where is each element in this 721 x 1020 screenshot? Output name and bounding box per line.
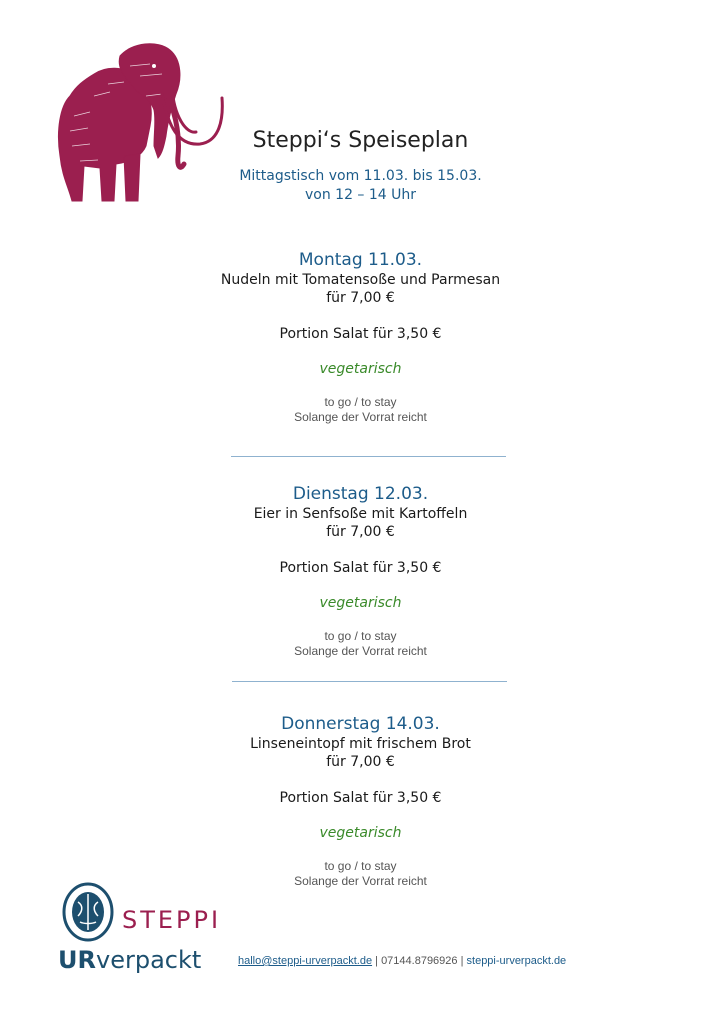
stock-note: Solange der Vorrat reicht — [294, 410, 427, 424]
dish-price: für 7,00 € — [326, 524, 395, 540]
togo-note: to go / to stay — [324, 629, 397, 643]
menu-day-thursday — [0, 713, 721, 889]
footer-contact — [238, 955, 566, 967]
phone-number: 07144.8796926 — [381, 955, 458, 967]
divider — [232, 681, 507, 682]
mammoth-illustration — [50, 36, 230, 211]
subtitle-hours: von 12 – 14 Uhr — [304, 187, 417, 203]
dish-name: Nudeln mit Tomatensoße und Parmesan — [220, 272, 501, 288]
divider — [231, 456, 506, 457]
vegetarian-label: vegetarisch — [319, 825, 402, 841]
service-note — [0, 629, 721, 659]
vegetarian-label: vegetarisch — [319, 361, 402, 377]
salad-price: Portion Salat für 3,50 € — [279, 790, 442, 806]
logo-ur-text: UR — [58, 946, 96, 974]
stock-note: Solange der Vorrat reicht — [294, 644, 427, 658]
day-heading: Montag 11.03. — [298, 250, 423, 270]
email-link[interactable]: hallo@steppi-urverpackt.de — [238, 955, 373, 967]
salad-price: Portion Salat für 3,50 € — [279, 560, 442, 576]
togo-note: to go / to stay — [324, 395, 397, 409]
day-heading: Donnerstag 14.03. — [281, 714, 440, 734]
togo-note: to go / to stay — [324, 859, 397, 873]
dish-price: für 7,00 € — [326, 754, 395, 770]
dish-name: Linseneintopf mit frischem Brot — [250, 736, 471, 752]
page-title: Steppi‘s Speiseplan — [252, 128, 469, 153]
day-heading: Dienstag 12.03. — [292, 484, 429, 504]
menu-day-monday — [0, 249, 721, 425]
logo-verpackt-text: verpackt — [96, 946, 202, 974]
salad-price: Portion Salat für 3,50 € — [279, 326, 442, 342]
website-link[interactable]: steppi-urverpackt.de — [466, 955, 567, 967]
service-note — [0, 395, 721, 425]
dish-price: für 7,00 € — [326, 290, 395, 306]
stock-note: Solange der Vorrat reicht — [294, 874, 427, 888]
subtitle-dates: Mittagstisch vom 11.03. bis 15.03. — [239, 168, 482, 184]
footer-separator: | — [457, 955, 467, 967]
vegetarian-label: vegetarisch — [319, 595, 402, 611]
steppi-urverpackt-logo — [58, 882, 228, 977]
menu-day-tuesday — [0, 483, 721, 659]
footer-separator: | — [372, 955, 382, 967]
walnut-icon — [64, 884, 112, 940]
dish-name: Eier in Senfsoße mit Kartoffeln — [253, 506, 468, 522]
logo-top-text: STEPPI — [122, 906, 222, 934]
